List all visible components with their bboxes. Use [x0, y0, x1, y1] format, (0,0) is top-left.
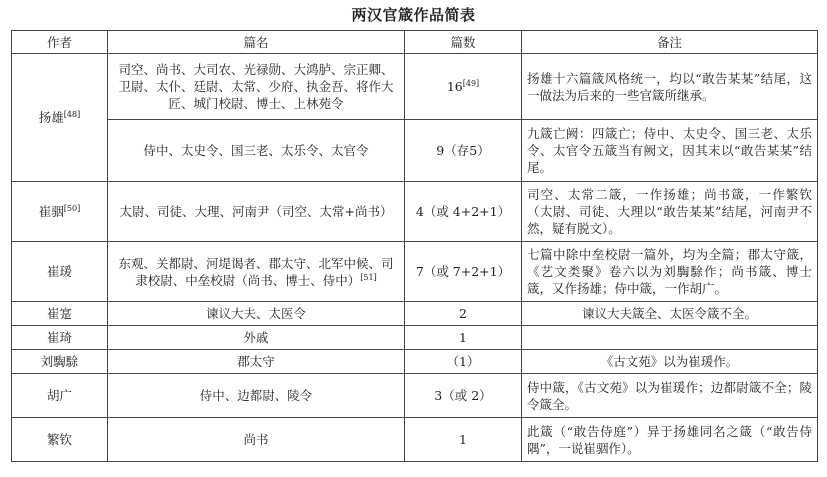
names-citation: [51] [360, 272, 377, 282]
note-cell [522, 242, 818, 302]
count-cell [405, 120, 522, 182]
names-cell [108, 54, 405, 120]
note-cell [522, 182, 818, 242]
author-cell [12, 54, 108, 182]
count-citation: [49] [462, 78, 480, 88]
author-name: 崔寔 [46, 306, 72, 321]
count-cell [405, 350, 522, 374]
author-cell [12, 242, 108, 302]
author-name: 崔瑗 [46, 264, 72, 279]
count-text: 7（或 7+2+1） [415, 264, 511, 279]
author-citation: [50] [63, 203, 81, 213]
names-cell [108, 120, 405, 182]
count-text: （1） [446, 354, 480, 369]
count-cell [405, 54, 522, 120]
names-text: 太尉、司徒、大理、河南尹（司空、太常+尚书） [119, 204, 393, 219]
note-text: 七篇中除中垒校尉一篇外，均为全篇；郡太守箴，《艺文类聚》卷六以为刘騊駼作；尚书箴、博士箴，又作扬雄；侍中箴，一作胡广。 [527, 247, 812, 296]
author-name: 崔琦 [46, 330, 72, 345]
table-row [12, 418, 818, 462]
note-text: 侍中箴，《古文苑》以为崔瑗作；边都尉箴不全；陵令箴全。 [527, 379, 812, 412]
note-text: 《古文苑》以为崔瑗作。 [600, 354, 739, 369]
note-text: 此箴（“敢告侍庭”）异于扬雄同名之箴（“敢告侍隅”，一说崔骃作）。 [527, 423, 812, 456]
count-text: 3（或 2） [434, 388, 492, 403]
note-cell [522, 374, 818, 418]
count-text: 9（存5） [436, 143, 490, 158]
table-row [12, 326, 818, 350]
table-row [12, 350, 818, 374]
note-cell [522, 302, 818, 326]
note-cell [522, 350, 818, 374]
names-cell [108, 418, 405, 462]
names-text: 侍中、边都尉、陵令 [199, 388, 313, 403]
names-text: 谏议大夫、太医令 [205, 306, 306, 321]
table-row [12, 120, 818, 182]
names-cell [108, 302, 405, 326]
author-name: 胡广 [46, 388, 72, 403]
count-cell [405, 418, 522, 462]
table-row [12, 374, 818, 418]
names-cell [108, 182, 405, 242]
header-names: 篇名 [108, 31, 405, 54]
names-cell [108, 350, 405, 374]
table-row [12, 242, 818, 302]
table-row [12, 302, 818, 326]
author-cell [12, 418, 108, 462]
note-text: 扬雄十六篇箴风格统一，均以“敢告某某”结尾，这一做法为后来的一些官箴所继承。 [527, 70, 812, 103]
count-cell [405, 374, 522, 418]
note-cell [522, 120, 818, 182]
note-text: 司空、太常二箴，一作扬雄；尚书箴，一作繁钦（太尉、司徒、大理以“敢告某某”结尾，河南尹不然，疑有脱文）。 [527, 187, 812, 236]
table-title: 两汉官箴作品简表 [351, 6, 476, 24]
names-cell [108, 326, 405, 350]
count-cell [405, 326, 522, 350]
note-cell [522, 326, 818, 350]
author-name: 崔骃 [38, 204, 64, 219]
note-cell [522, 418, 818, 462]
count-text: 4（或 4+2+1） [415, 204, 511, 219]
table-row [12, 182, 818, 242]
header-note: 备注 [522, 31, 818, 54]
officials-admonition-table [11, 30, 818, 462]
count-text: 16 [446, 79, 463, 94]
names-text: 侍中、太史令、国三老、太乐令、太官令 [143, 143, 369, 158]
author-citation: [48] [63, 109, 81, 119]
names-text: 司空、尚书、大司农、光禄勋、大鸿胪、宗正卿、卫尉、太仆、廷尉、太常、少府、执金吾、将作大匠、城门校尉、博士、上林苑令 [118, 62, 394, 111]
count-cell [405, 302, 522, 326]
count-cell [405, 182, 522, 242]
author-cell [12, 302, 108, 326]
table-row [12, 54, 818, 120]
names-text: 郡太守 [237, 354, 275, 369]
note-cell [522, 54, 818, 120]
author-cell [12, 350, 108, 374]
author-name: 刘騊駼 [40, 354, 79, 369]
names-cell [108, 242, 405, 302]
author-cell [12, 326, 108, 350]
count-text: 2 [459, 306, 467, 321]
header-count: 篇数 [405, 31, 522, 54]
author-name: 扬雄 [38, 110, 64, 125]
names-cell [108, 374, 405, 418]
author-cell [12, 374, 108, 418]
names-text: 尚书 [243, 432, 269, 447]
author-name: 繁钦 [46, 432, 72, 447]
names-text: 外戚 [243, 330, 269, 345]
author-cell [12, 182, 108, 242]
names-text: 东观、关都尉、河堤谒者、郡太守、北军中候、司隶校尉、中垒校尉（尚书、博士、侍中） [118, 255, 394, 288]
header-row [12, 31, 818, 54]
header-author: 作者 [12, 31, 108, 54]
note-text: 九箴亡阙：四箴亡；侍中、太史令、国三老、太乐令、太官令五箴当有阙文，因其末以“敢告某某”结尾。 [527, 126, 812, 175]
count-text: 1 [459, 330, 467, 345]
note-text: 谏议大夫箴全、太医令箴不全。 [581, 306, 757, 321]
count-text: 1 [459, 432, 467, 447]
count-cell [405, 242, 522, 302]
